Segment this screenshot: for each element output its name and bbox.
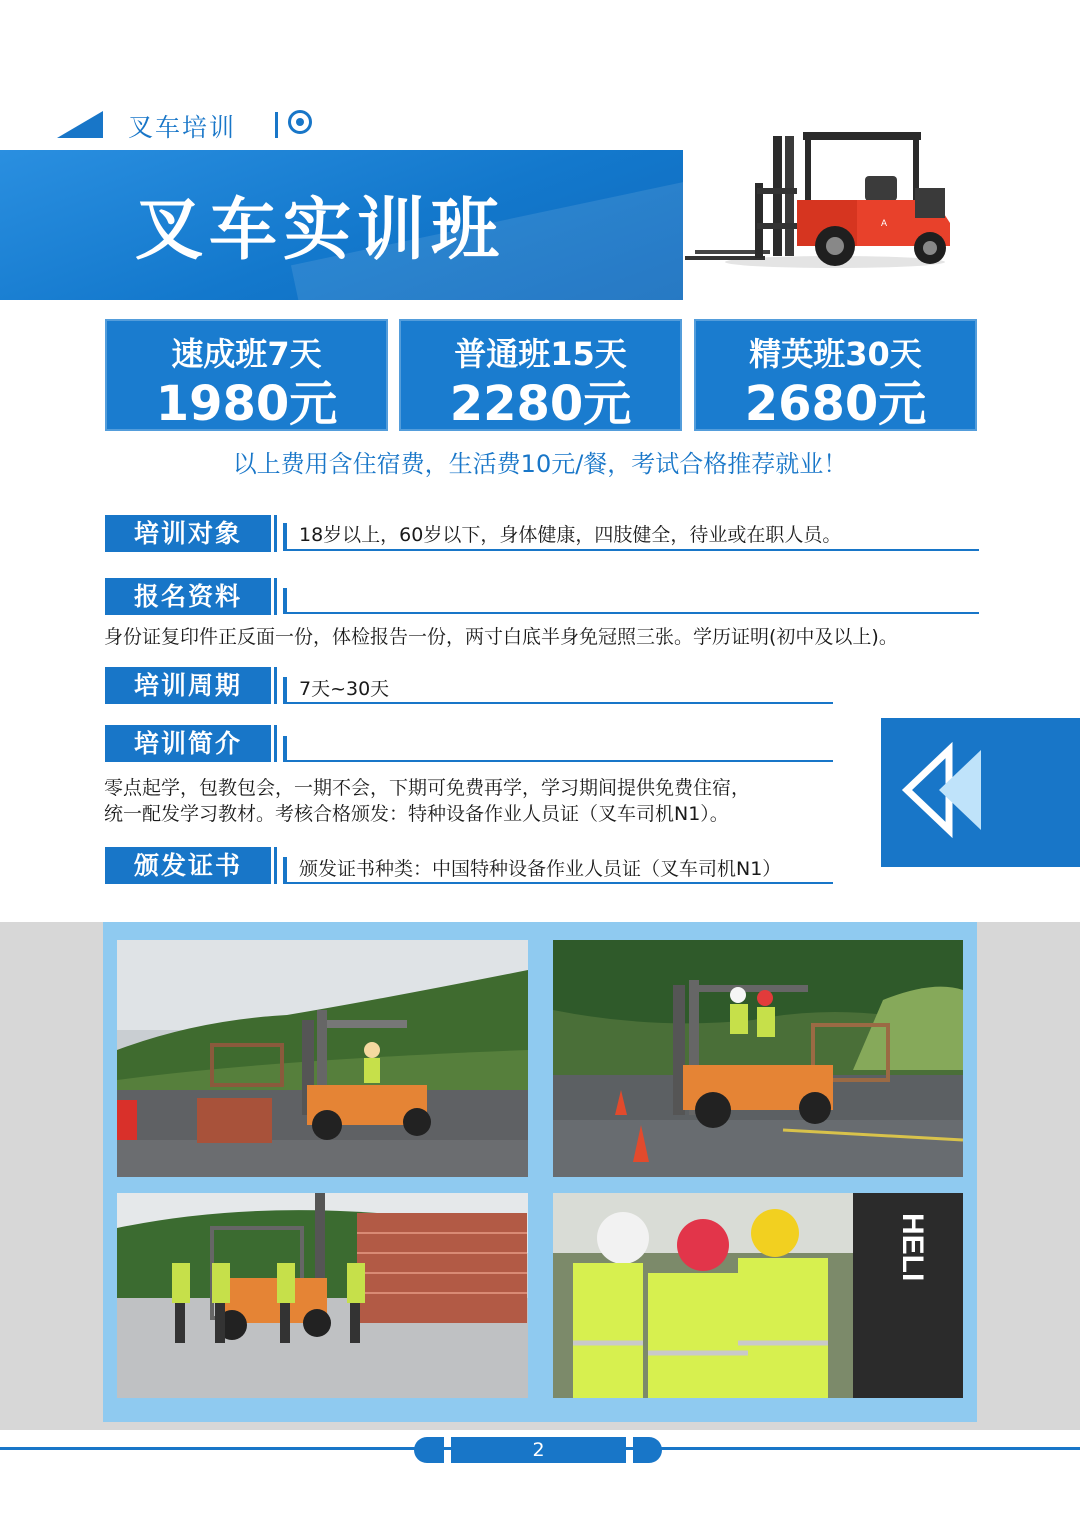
training-photo-4	[553, 1193, 963, 1398]
course-card-elite	[694, 319, 977, 431]
row-marker	[283, 523, 287, 549]
label-training-period: 培训周期	[105, 667, 271, 704]
course-card-express	[105, 319, 388, 431]
training-period-text: 7天~30天	[299, 678, 390, 700]
page-number: 2	[532, 1439, 545, 1461]
course-price: 2680元	[744, 376, 927, 432]
fee-note: 以上费用含住宿费，生活费10元/餐，考试合格推荐就业！	[232, 450, 848, 478]
training-target-text: 18岁以上，60岁以下，身体健康，四肢健全，待业或在职人员。	[299, 524, 842, 546]
course-name: 普通班15天	[454, 335, 627, 373]
label-training-intro: 培训简介	[105, 725, 271, 762]
row-marker	[283, 736, 287, 762]
label-certificate: 颁发证书	[105, 847, 271, 884]
double-left-arrow-icon	[881, 718, 1080, 867]
row-underline	[283, 612, 979, 614]
forklift-illustration	[685, 128, 955, 273]
heli-sign: HELI	[896, 1213, 929, 1282]
row-underline	[283, 702, 833, 704]
label-training-target: 培训对象	[105, 515, 271, 552]
training-photo-1	[117, 940, 528, 1177]
registration-materials-text: 身份证复印件正反面一份，体检报告一份，两寸白底半身免冠照三张。学历证明(初中及以上)。	[104, 626, 898, 648]
svg-text:A: A	[881, 218, 888, 228]
course-name: 速成班7天	[171, 335, 322, 373]
row-underline	[283, 760, 833, 762]
label-registration-materials: 报名资料	[105, 578, 271, 615]
course-price: 2280元	[449, 376, 632, 432]
certificate-text: 颁发证书种类：中国特种设备作业人员证（叉车司机N1）	[299, 858, 782, 880]
row-marker	[283, 857, 287, 883]
row-marker	[283, 677, 287, 703]
target-circle-icon	[288, 110, 312, 134]
page-title: 叉车实训班	[135, 191, 506, 270]
row-underline	[283, 549, 979, 551]
header-triangle-icon	[57, 111, 103, 138]
header-divider	[275, 112, 278, 138]
row-underline	[283, 882, 833, 884]
course-price: 1980元	[155, 376, 338, 432]
course-name: 精英班30天	[749, 335, 922, 373]
training-photo-3	[117, 1193, 528, 1398]
training-intro-line1: 零点起学，包教包会，一期不会，下期可免费再学，学习期间提供免费住宿，	[104, 777, 751, 799]
course-card-standard	[399, 319, 682, 431]
section-title: 叉车培训	[128, 113, 237, 142]
row-marker	[283, 588, 287, 614]
training-intro-line2: 统一配发学习教材。考核合格颁发：特种设备作业人员证（叉车司机N1）。	[104, 803, 729, 825]
training-photo-2	[553, 940, 963, 1177]
decorative-arrow-box	[881, 718, 1080, 867]
